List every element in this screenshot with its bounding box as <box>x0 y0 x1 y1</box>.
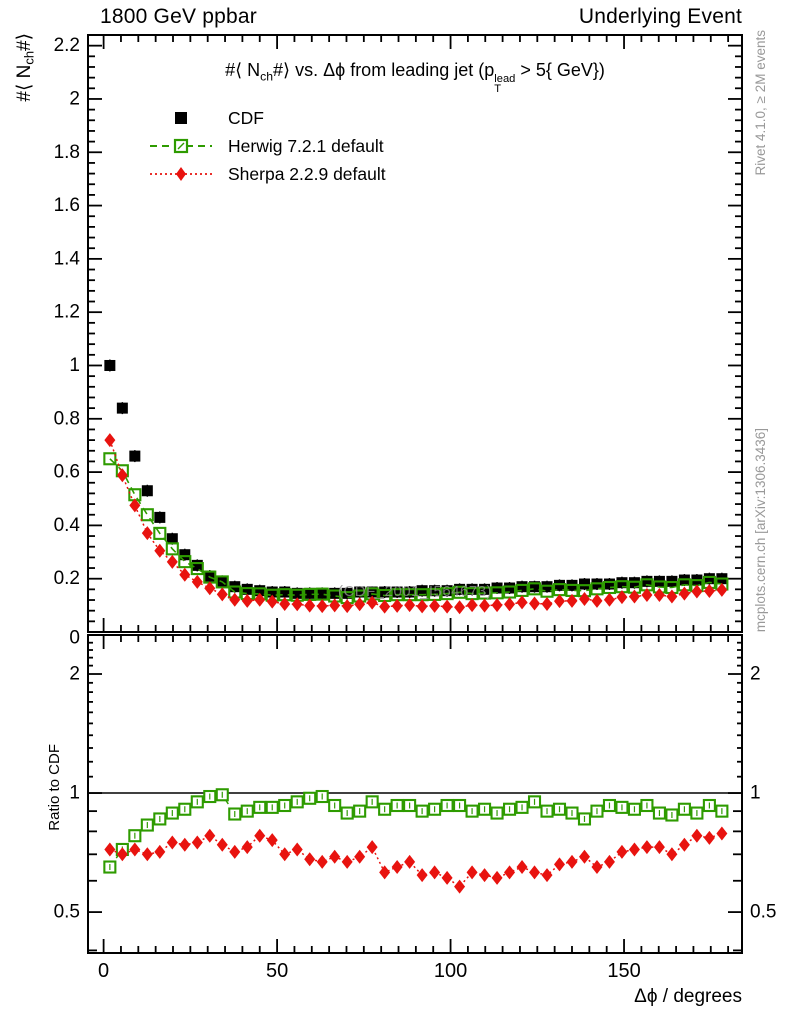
svg-text:0.4: 0.4 <box>53 514 80 536</box>
rivet-version-note: Rivet 4.1.0, ≥ 2M events <box>753 30 768 176</box>
svg-text:1.8: 1.8 <box>53 141 80 163</box>
plot-title <box>88 60 742 95</box>
legend-label-herwig: Herwig 7.2.1 default <box>228 135 384 156</box>
svg-text:0.5: 0.5 <box>750 901 777 923</box>
main-y-axis-title-part2: #⟩ <box>14 33 35 51</box>
svg-text:150: 150 <box>607 960 641 982</box>
legend-row-herwig <box>148 132 386 160</box>
ratio-panel-data <box>104 789 727 894</box>
svg-text:0.5: 0.5 <box>53 901 80 923</box>
analysis-id-watermark: (CDF_2001_I564673) <box>337 583 493 600</box>
svg-text:1: 1 <box>69 354 80 376</box>
svg-text:0.6: 0.6 <box>53 461 80 483</box>
legend-row-cdf <box>148 104 386 132</box>
svg-text:0: 0 <box>69 627 80 649</box>
svg-text:0.8: 0.8 <box>53 408 80 430</box>
plot-title-part1: #⟨ N <box>225 60 261 80</box>
svg-text:0: 0 <box>98 960 110 982</box>
svg-text:1: 1 <box>750 782 761 804</box>
beam-energy-label: 1800 GeV ppbar <box>100 5 257 28</box>
herwig-line <box>110 459 722 598</box>
plot-title-part2: #⟩ vs. Δϕ from leading jet (p <box>273 60 495 80</box>
main-y-axis-title-part1: #⟨ N <box>14 64 35 102</box>
herwig-ratio-points <box>104 789 727 873</box>
svg-text:2: 2 <box>69 88 80 110</box>
cdf-marker-icon <box>148 108 214 128</box>
main-y-axis-title-sub: ch <box>21 50 37 65</box>
svg-text:100: 100 <box>433 960 468 982</box>
main-y-axis-title <box>14 33 37 102</box>
legend-row-sherpa <box>148 160 386 188</box>
svg-text:2: 2 <box>750 663 761 685</box>
svg-text:1.6: 1.6 <box>53 195 80 217</box>
legend-label-cdf: CDF <box>228 107 264 128</box>
x-axis-title: Δϕ / degrees <box>634 986 742 1007</box>
sherpa-ratio-points <box>104 827 727 894</box>
svg-text:1.2: 1.2 <box>53 301 80 323</box>
svg-text:50: 50 <box>265 960 289 982</box>
plot-title-sub-t: T <box>494 83 502 96</box>
plot-title-part3: > 5{ GeV}) <box>515 60 605 80</box>
svg-text:1.4: 1.4 <box>53 248 80 270</box>
plot-title-sup-lead: lead <box>494 72 516 85</box>
herwig-marker-icon <box>148 136 214 156</box>
ratio-y-axis-title: Ratio to CDF <box>46 744 63 831</box>
main-panel-data <box>104 359 727 614</box>
observable-group-label: Underlying Event <box>578 5 742 28</box>
legend <box>148 104 386 188</box>
svg-text:1: 1 <box>69 782 80 804</box>
plot-title-sub-ch: ch <box>260 69 274 84</box>
svg-text:2: 2 <box>69 663 80 685</box>
sherpa-marker-icon <box>148 164 214 184</box>
svg-text:0.2: 0.2 <box>53 568 80 590</box>
legend-label-sherpa: Sherpa 2.2.9 default <box>228 163 386 184</box>
svg-text:2.2: 2.2 <box>53 35 80 57</box>
mcplots-reference-note: mcplots.cern.ch [arXiv:1306.3436] <box>753 427 768 632</box>
